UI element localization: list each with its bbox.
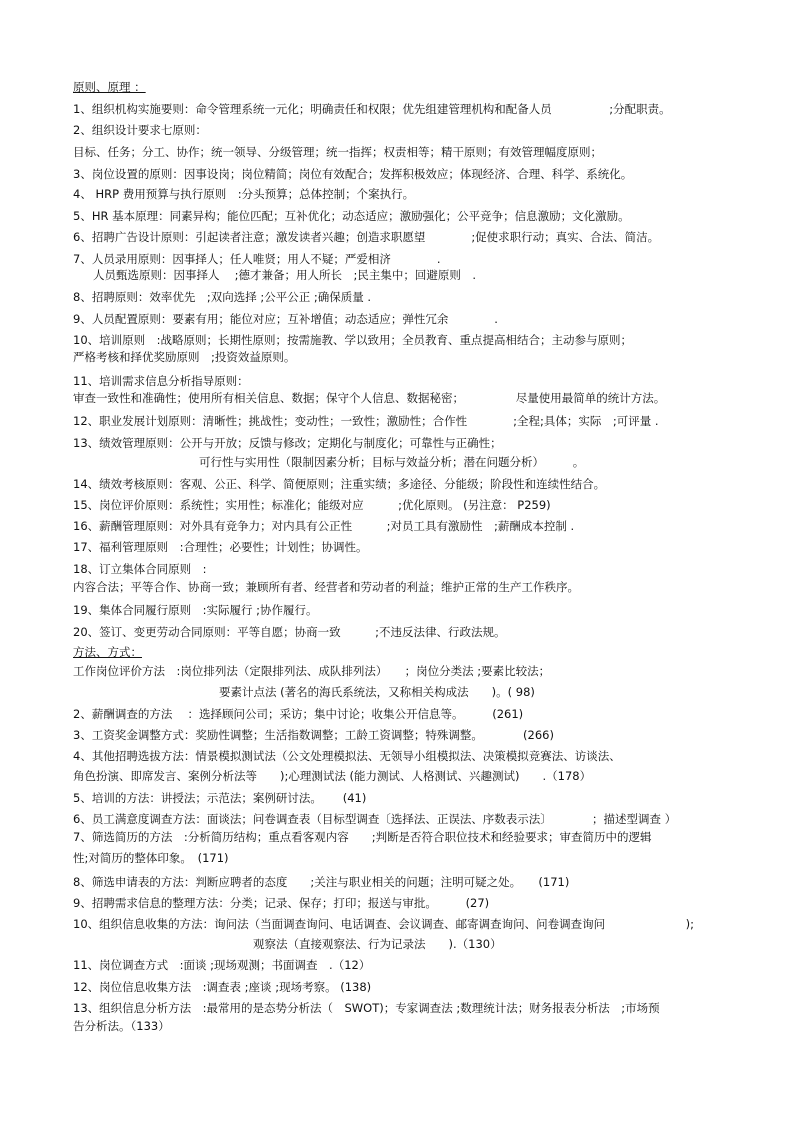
- method-line: 4、其他招聘选拔方法：情景模拟测试法（公文处理模拟法、无领导小组模拟法、决策模拟竞赛法、访谈法、: [73, 749, 621, 763]
- principle-line: 内容合法；平等合作、协商一致；兼顾所有者、经营者和劳动者的利益；维护正常的生产工作秩序。: [73, 580, 579, 594]
- method-line: 要素计点法 (著名的海氏系统法，又称相关构成法 )。( 98): [219, 685, 535, 699]
- principle-line: 1、组织机构实施要则：命令管理系统一元化；明确责任和权限；优先组建管理机构和配备人员 ;分配职责。: [73, 102, 671, 116]
- method-line: 12、岗位信息收集方法 :调查表 ;座谈 ;现场考察。 (138): [73, 980, 372, 994]
- principle-line: 人员甄选原则：因事择人 ;德才兼备；用人所长 ;民主集中；回避原则 .: [93, 268, 477, 282]
- principle-line: 10、培训原则 :战略原则；长期性原则；按需施教、学以致用；全员教育、重点提高相结合；主动参与原则；: [73, 333, 633, 347]
- principle-line: 15、岗位评价原则：系统性；实用性；标准化；能级对应 ;优化原则。 (另注意： P259): [73, 498, 551, 512]
- principle-line: 可行性与实用性（限制因素分析；目标与效益分析；潜在问题分析） 。: [199, 455, 585, 469]
- method-line: 5、培训的方法：讲授法；示范法；案例研讨法。 (41): [73, 791, 367, 805]
- method-line: 7、筛选简历的方法 :分析简历结构；重点看客观内容 ;判断是否符合职位技术和经验要求；审查简历中的逻辑: [73, 830, 652, 844]
- method-line: 3、工资奖金调整方式：奖励性调整；生活指数调整；工龄工资调整；特殊调整。 (266): [73, 728, 554, 742]
- principle-line: 16、薪酬管理原则：对外具有竞争力；对内具有公正性 ;对员工具有激励性 ;薪酬成本控制 .: [73, 519, 575, 533]
- principle-line: 2、组织设计要求七原则：: [73, 123, 207, 137]
- principle-line: 目标、任务；分工、协作；统一领导、分级管理；统一指挥；权责相等；精干原则；有效管理幅度原则；: [73, 145, 602, 159]
- method-line: 9、招聘需求信息的整理方法：分类；记录、保存；打印；报送与审批。 (27): [73, 896, 490, 910]
- method-line: 性;对简历的整体印象。 (171): [73, 851, 229, 865]
- principle-line: 13、绩效管理原则：公开与开放；反馈与修改；定期化与制度化；可靠性与正确性；: [73, 436, 502, 450]
- principle-line: 7、人员录用原则：因事择人；任人唯贤；用人不疑；严爱相济 .: [73, 252, 441, 266]
- principle-line: 9、人员配置原则：要素有用；能位对应；互补增值；动态适应；弹性冗余 .: [73, 312, 498, 326]
- method-line: 工作岗位评价方法 :岗位排列法（定限排列法、成队排列法） ；岗位分类法 ;要素比较法；: [73, 664, 551, 678]
- method-line: 观察法（直接观察法、行为记录法 ).（130）: [253, 937, 502, 951]
- method-line: 8、筛选申请表的方法：判断应聘者的态度 ;关注与职业相关的问题；注明可疑之处。 (171): [73, 875, 570, 889]
- method-line: 11、岗位调查方式 :面谈 ;现场观测；书面调查 .（12）: [73, 958, 371, 972]
- principle-line: 5、HR 基本原理：同素异构；能位匹配；互补优化；动态适应；激励强化；公平竞争；信息激励；文化激励。: [73, 209, 630, 223]
- method-line: 2、薪酬调查的方法 ：选择顾问公司；采访；集中讨论；收集公开信息等。 (261): [73, 707, 524, 721]
- principle-line: 3、岗位设置的原则：因事设岗；岗位精简；岗位有效配合；发挥积极效应；体现经济、合理、科学、系统化。: [73, 167, 633, 181]
- principle-line: 18、订立集体合同原则 :: [73, 562, 207, 576]
- principle-line: 14、绩效考核原则：客观、公正、科学、简便原则；注重实绩；多途径、分能级；阶段性和连续性结合。: [73, 477, 606, 491]
- principle-line: 4、 HRP 费用预算与执行原则 :分头预算；总体控制；个案执行。: [73, 187, 415, 201]
- section-heading-methods: 方法、方式：: [73, 645, 142, 659]
- method-line: 6、员工满意度调查方法：面谈法；问卷调查表（目标型调查〔选择法、正误法、序数表示法〕 ；描述型调查 ）: [73, 812, 677, 826]
- principle-line: 严格考核和择优奖励原则 ;投资效益原则。: [73, 350, 296, 364]
- principle-line: 20、签订、变更劳动合同原则：平等自愿；协商一致 ;不违反法律、行政法规。: [73, 625, 506, 639]
- method-line: 10、组织信息收集的方法：询问法（当面调查询问、电话调查、会议调查、邮寄调查询问、问卷调查询问 );: [73, 917, 694, 931]
- principle-line: 12、职业发展计划原则：清晰性；挑战性；变动性；一致性；激励性；合作性 ;全程;具体；实际 ;可评量 .: [73, 414, 659, 428]
- principle-line: 8、招聘原则：效率优先 ;双向选择 ;公平公正 ;确保质量 .: [73, 290, 372, 304]
- principle-line: 审查一致性和准确性；使用所有相关信息、数据；保守个人信息、数据秘密； 尽量使用最简单的统计方法。: [73, 391, 666, 405]
- principle-line: 6、招聘广告设计原则：引起读者注意；激发读者兴趣；创造求职愿望 ;促使求职行动；真实、合法、简洁。: [73, 230, 660, 244]
- method-line: 角色扮演、即席发言、案例分析法等 );心理测试法 (能力测试、人格测试、兴趣测试) .（178）: [73, 769, 592, 783]
- principle-line: 19、集体合同履行原则 :实际履行 ;协作履行。: [73, 603, 318, 617]
- method-line: 告分析法。（133）: [73, 1019, 170, 1033]
- method-line: 13、组织信息分析方法 :最常用的是态势分析法（ SWOT)；专家调查法 ;数理统计法；财务报表分析法 ;市场预: [73, 1001, 660, 1015]
- principle-line: 17、福利管理原则 :合理性；必要性；计划性；协调性。: [73, 540, 368, 554]
- principle-line: 11、培训需求信息分析指导原则：: [73, 374, 249, 388]
- section-heading-principles: 原则、原理 ：: [73, 80, 146, 94]
